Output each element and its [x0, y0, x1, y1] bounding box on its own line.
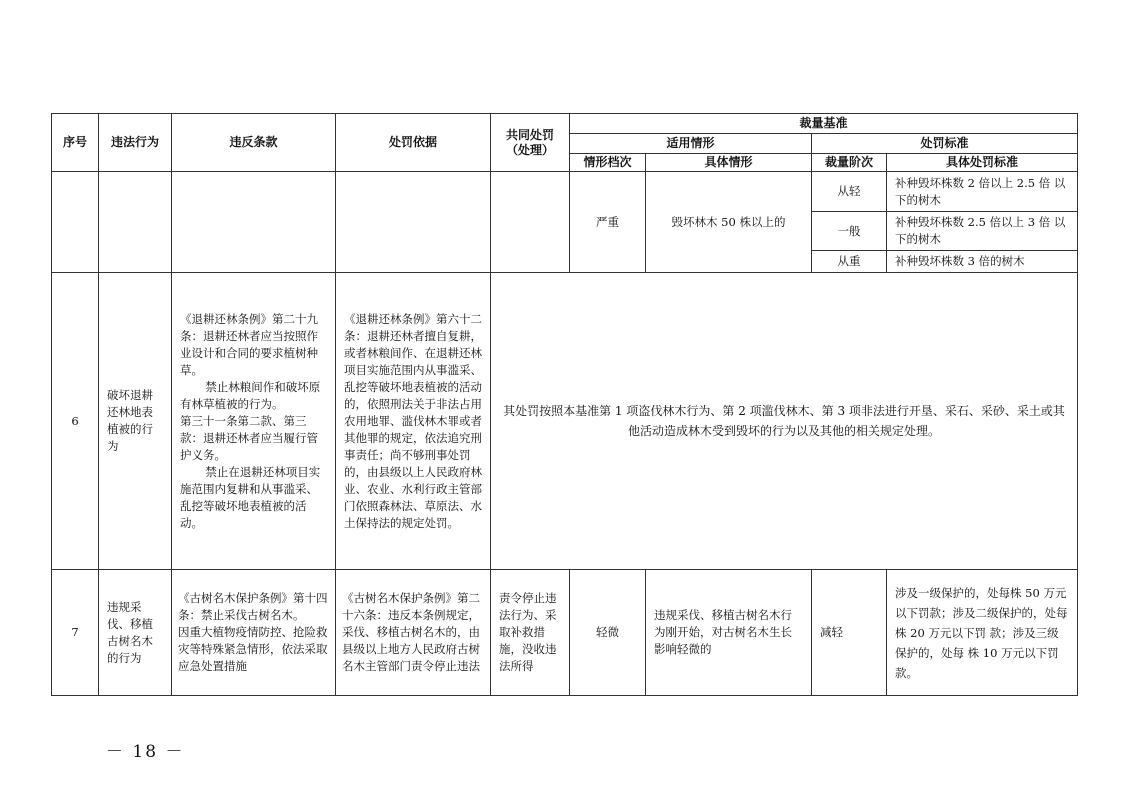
tier-detail: 补种毁坏株数 2.5 倍以上 3 倍 以下的树木	[887, 212, 1078, 251]
header-act: 违法行为	[99, 114, 172, 172]
header-level: 情形档次	[570, 154, 646, 172]
table-row	[52, 172, 1078, 212]
cont-act	[99, 172, 172, 273]
row7-clause: 《古树名木保护条例》第十四条：禁止采伐古树名木。 因重大植物疫情防控、抢险救灾等特殊紧急情形，依法采取应急处置措施	[172, 570, 336, 696]
tier-order: 从重	[812, 251, 887, 273]
row7-seq: 7	[52, 570, 99, 696]
cont-basis	[336, 172, 491, 273]
row7-common: 责令停止违法行为、采取补救措施，没收违法所得	[491, 570, 570, 696]
header-common: 共同处罚 （处理）	[491, 114, 570, 172]
header-seq: 序号	[52, 114, 99, 172]
row7-act: 违规采伐、移植古树名木的行为	[99, 570, 172, 696]
tier-order: 一般	[812, 212, 887, 251]
cont-situation: 毁坏林木 50 株以上的	[646, 172, 812, 273]
row6-act: 破坏退耕还林地表植被的行为	[99, 273, 172, 570]
cont-clause	[172, 172, 336, 273]
table-row	[52, 273, 1078, 570]
clause-para: 禁止在退耕还林项目实施范围内复耕和从事滥采、乱挖等破坏地表植被的活动。	[180, 464, 321, 530]
clause-para: 第三十一条第二款、第三款：退耕还林者应当履行管护义务。	[180, 413, 318, 462]
header-applicable: 适用情形	[570, 134, 812, 154]
penalty-benchmark-table	[51, 113, 1078, 696]
tier-detail: 补种毁坏株数 3 倍的树木	[887, 251, 1078, 273]
row6-basis: 《退耕还林条例》第六十二条：退耕还林者擅自复耕，或者林粮间作、在退耕还林项目实施范围内从事滥采、乱挖等破坏地表植被的活动的，依照刑法关于非法占用农用地罪、滥伐林木罪或者其他罪的规定，依法追究刑事责任；尚不够刑事处罚的，由县级以上人民政府林业、农业、水利行政主管部门依照森林法、草原法、水土保持法的规定处罚。	[336, 273, 491, 570]
tier-detail: 补种毁坏株数 2 倍以上 2.5 倍 以下的树木	[887, 172, 1078, 212]
row7-basis: 《古树名木保护条例》第二十六条：违反本条例规定，采伐、移植古树名木的，由县级以上地方人民政府古树名木主管部门责令停止违法	[336, 570, 491, 696]
row7-situation: 违规采伐、移植古树名木行为刚开始，对古树名木生长影响轻微的	[646, 570, 812, 696]
clause-para: 《退耕还林条例》第二十九条：退耕还林者应当按照作业设计和合同的要求植树种草。	[180, 311, 318, 377]
header-clause: 违反条款	[172, 114, 336, 172]
row7-order: 减轻	[812, 570, 887, 696]
cont-level: 严重	[570, 172, 646, 273]
tier-order: 从轻	[812, 172, 887, 212]
cont-seq	[52, 172, 99, 273]
table-row	[52, 570, 1078, 696]
header-basis: 处罚依据	[336, 114, 491, 172]
header-benchmark: 裁量基准	[570, 114, 1078, 134]
header-order: 裁量阶次	[812, 154, 887, 172]
row6-seq: 6	[52, 273, 99, 570]
clause-para: 禁止林粮间作和破坏原有林草植被的行为。	[180, 379, 321, 411]
row6-merged-standard: 其处罚按照本基准第 1 项盗伐林木行为、第 2 项滥伐林木、第 3 项非法进行开垦、采石、采砂、采土或其他活动造成林木受到毁坏的行为以及其他的相关规定处理。	[491, 273, 1078, 570]
page-number: － 18 －	[106, 742, 185, 762]
row7-detail: 涉及一级保护的，处每株 50 万元以下罚款；涉及二级保护的，处每株 20 万元以下罚 款；涉及三级保护的，处每 株 10 万元以下罚款。	[887, 570, 1078, 696]
cont-common	[491, 172, 570, 273]
row7-level: 轻微	[570, 570, 646, 696]
header-standard: 处罚标准	[812, 134, 1078, 154]
header-detail: 具体处罚标准	[887, 154, 1078, 172]
row6-clause	[172, 273, 336, 570]
header-situation: 具体情形	[646, 154, 812, 172]
